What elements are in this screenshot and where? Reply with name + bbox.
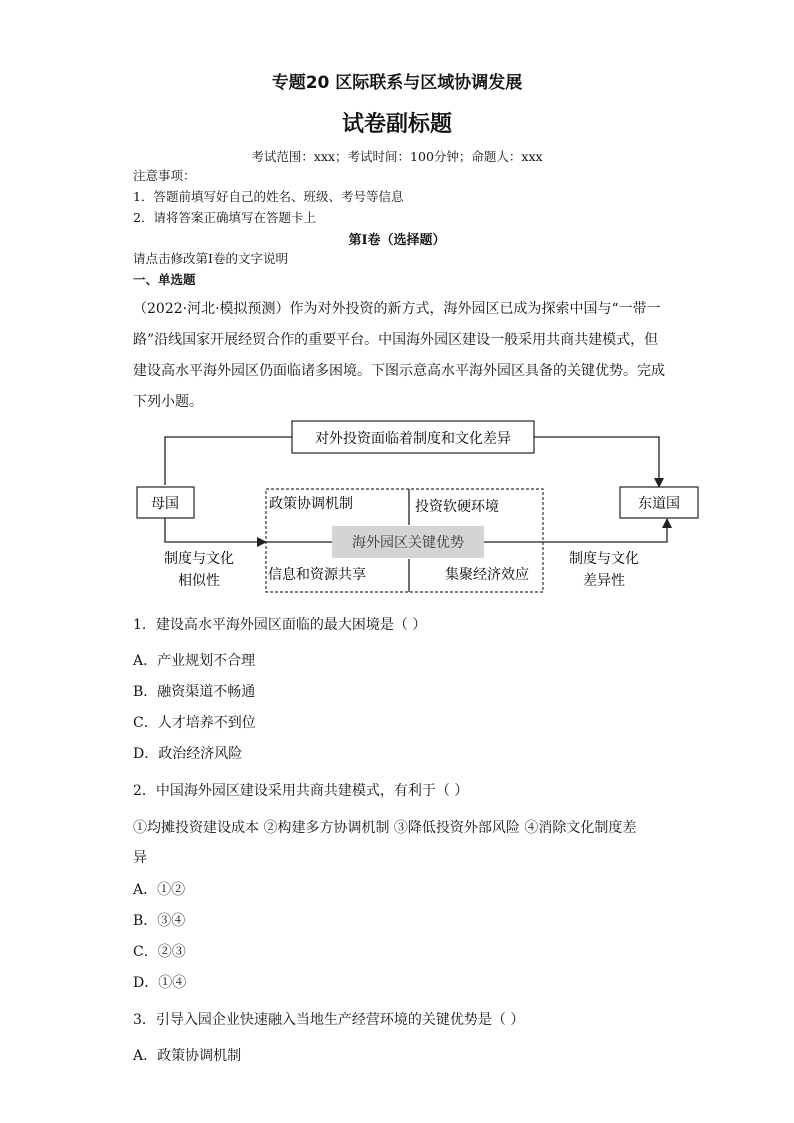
section-title: 第I卷（选择题） [348,233,446,248]
quad-policy: 政策协调机制 [269,496,353,512]
question-1-stem: 1．建设高水平海外园区面临的最大困境是（ ） [133,617,427,633]
note-item: 1．答题前填写好自己的姓名、班级、考号等信息 [133,189,404,204]
question-1-option-a[interactable]: A．产业规划不合理 [133,653,256,669]
question-3-stem: 3．引导入园企业快速融入当地生产经营环境的关键优势是（ ） [133,1012,525,1028]
quad-agglomeration: 集聚经济效应 [445,567,529,583]
question-1-option-d[interactable]: D．政治经济风险 [133,746,243,762]
question-1-option-c[interactable]: C．人才培养不到位 [133,715,256,731]
top-box-label: 对外投资面临着制度和文化差异 [315,431,511,447]
question-2-statements-cont: 异 [133,850,147,866]
question-2-stem: 2．中国海外园区建设采用共商共建模式，有利于（ ） [133,783,469,799]
left-label-line2: 相似性 [178,573,220,589]
quad-environment: 投资软硬环境 [415,499,499,515]
center-box-label: 海外园区关键优势 [352,535,464,551]
document-title: 专题20 区际联系与区域协调发展 [271,73,523,93]
notes-heading: 注意事项： [133,168,196,183]
document-subtitle: 试卷副标题 [341,112,452,137]
advantage-diagram [120,415,710,600]
quad-information: 信息和资源共享 [268,567,366,583]
question-1-option-b[interactable]: B．融资渠道不畅通 [133,684,256,700]
right-label-line2: 差异性 [583,573,625,589]
part-heading: 一、单选题 [133,272,196,287]
question-2-option-a[interactable]: A．①② [133,882,186,898]
section-hint: 请点击修改第I卷的文字说明 [133,251,288,266]
question-2-option-b[interactable]: B．③④ [133,913,186,929]
flow-line-left-up [165,437,292,485]
question-2-option-c[interactable]: C．②③ [133,944,186,960]
question-3-option-a[interactable]: A．政策协调机制 [133,1048,242,1064]
question-2-statements: ①均摊投资建设成本 ②构建多方协调机制 ③降低投资外部风险 ④消除文化制度差 [133,820,637,836]
left-label-line1: 制度与文化 [164,551,234,567]
note-item: 2．请将答案正确填写在答题卡上 [133,210,316,225]
exam-info: 考试范围：xxx；考试时间：100分钟；命题人：xxx [251,149,543,164]
home-country-label: 母国 [151,496,179,512]
flow-line-right-out [543,519,667,542]
flow-line-left-in [165,518,266,542]
passage: （2022·河北·模拟预测）作为对外投资的新方式，海外园区已成为探索中国与“一带一路”沿线国家开展经贸合作的重要平台。中国海外园区建设一般采用共商共建模式，但建设高水平海外园区仍面临诸多困境。下图示意高水平海外园区具备的关键优势。完成下列小题。 [133,301,665,410]
question-2-option-d[interactable]: D．①④ [133,975,187,991]
host-country-label: 东道国 [638,496,680,512]
right-label-line1: 制度与文化 [569,551,639,567]
flow-line-right-down [534,437,659,487]
